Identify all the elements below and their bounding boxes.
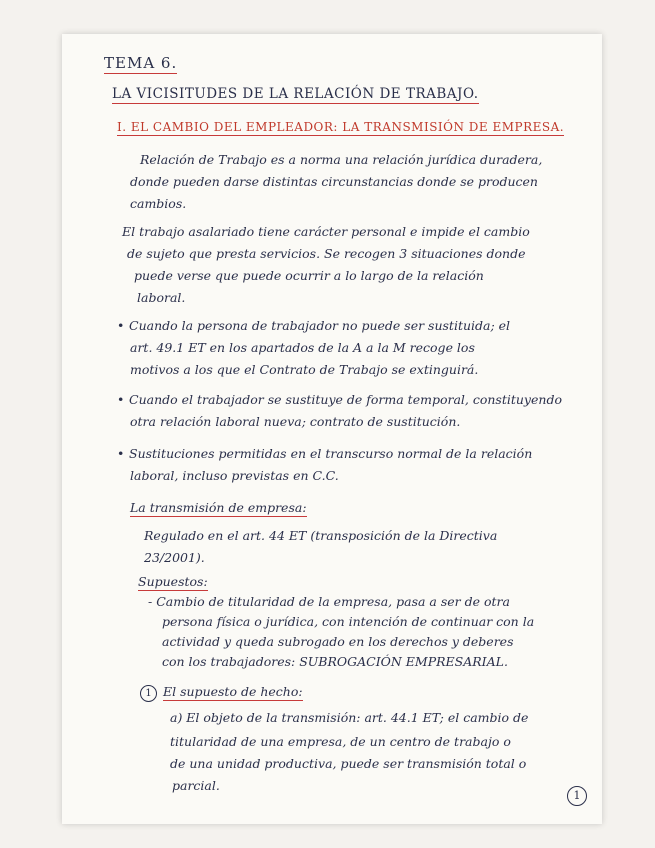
supuesto-hecho-line: titularidad de una empresa, de un centro de trabajo o xyxy=(170,734,511,749)
bullet-line: • Cuando la persona de trabajador no puede ser sustituida; el xyxy=(117,318,511,333)
subtitle: LA VICISITUDES DE LA RELACIÓN DE TRABAJO. xyxy=(112,86,479,102)
bullet-line: otra relación laboral nueva; contrato de sustitución. xyxy=(130,414,461,429)
supuestos-line: persona física o jurídica, con intención de continuar con la xyxy=(162,614,535,629)
bullet-line: motivos a los que el Contrato de Trabajo se extinguirá. xyxy=(130,362,479,377)
paragraph-line: de sujeto que presta servicios. Se recogen 3 situaciones donde xyxy=(127,246,526,261)
supuestos-line: con los trabajadores: SUBROGACIÓN EMPRESARIAL. xyxy=(162,654,508,669)
paragraph-line: puede verse que puede ocurrir a lo largo de la relación xyxy=(134,268,484,283)
bullet-line: art. 49.1 ET en los apartados de la A a la M recoge los xyxy=(130,340,475,355)
page-title: TEMA 6. xyxy=(104,54,178,72)
bullet-line: • Sustituciones permitidas en el transcurso normal de la relación xyxy=(117,446,533,461)
section-heading: I. EL CAMBIO DEL EMPLEADOR: LA TRANSMISIÓN DE EMPRESA. xyxy=(117,120,565,134)
paragraph-line: donde pueden darse distintas circunstancias donde se producen xyxy=(130,174,538,189)
paragraph-line: Relación de Trabajo es a norma una relación jurídica duradera, xyxy=(140,152,543,167)
supuesto-hecho-line: de una unidad productiva, puede ser transmisión total o xyxy=(170,756,527,771)
bullet-line: • Cuando el trabajador se sustituye de forma temporal, constituyendo xyxy=(117,392,562,407)
supuestos-heading: Supuestos: xyxy=(138,574,208,589)
supuesto-hecho-line: a) El objeto de la transmisión: art. 44.1 ET; el cambio de xyxy=(170,710,529,725)
supuestos-line: actividad y queda subrogado en los derechos y deberes xyxy=(162,634,514,649)
notebook-page xyxy=(62,34,602,824)
paragraph-line: cambios. xyxy=(130,196,187,211)
regulado-line: 23/2001). xyxy=(144,550,205,565)
paragraph-line: El trabajo asalariado tiene carácter personal e impide el cambio xyxy=(122,224,530,239)
transmision-heading: La transmisión de empresa: xyxy=(130,500,307,515)
supuesto-hecho-line: parcial. xyxy=(172,778,220,793)
page-number: 1 xyxy=(567,786,587,806)
supuestos-line: - Cambio de titularidad de la empresa, pasa a ser de otra xyxy=(148,594,510,609)
bullet-line: laboral, incluso previstas en C.C. xyxy=(130,468,339,483)
circled-number: 1 xyxy=(140,685,157,702)
regulado-line: Regulado en el art. 44 ET (transposición de la Directiva xyxy=(144,528,498,543)
paragraph-line: laboral. xyxy=(137,290,186,305)
supuesto-hecho-heading: 1 El supuesto de hecho: xyxy=(140,684,303,702)
